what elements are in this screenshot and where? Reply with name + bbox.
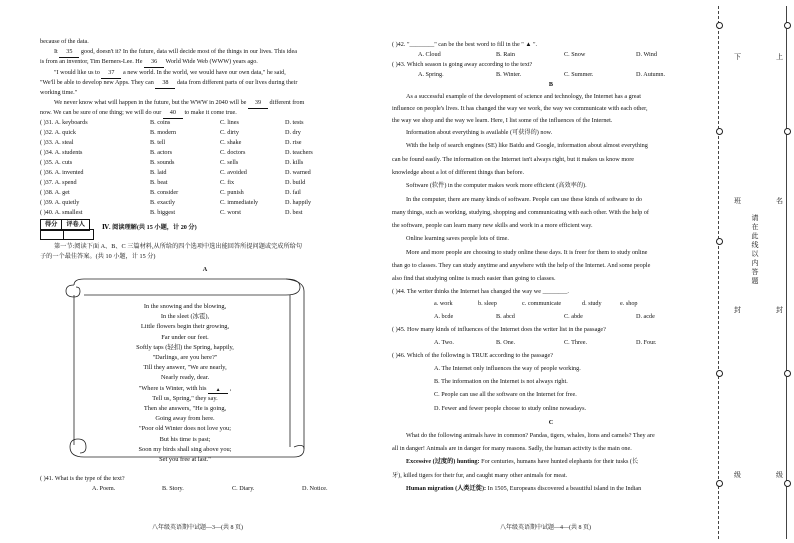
q46-option[interactable]: D. Fewer and fewer people choose to study online nowadays.: [434, 405, 587, 412]
passage-line: knowledge about a lot of different things than before.: [392, 169, 525, 176]
right-page: [392, 0, 710, 543]
passage-c-label: C: [548, 419, 554, 426]
poem-line: Then she answers, "He is going,: [143, 405, 227, 413]
passage-line: Human migration (人类迁徙): In 1505, Europeans discovered a beautiful island in the Indian: [406, 485, 642, 492]
poem-text: [60, 302, 310, 465]
passage-line: "I would like us to 37 a new world. In the world, we would have our own data," he said,: [40, 68, 370, 79]
poem-line: In the snowing and the blowing,: [143, 303, 227, 310]
poem-line: "Poor old Winter does not love you;: [138, 425, 232, 433]
passage-line: It 35 good, doesn't it? In the future, data will decide most of the things in our lives. This idea: [40, 47, 370, 58]
passage-line: More and more people are choosing to study online these days. It is freer for them to study online: [406, 249, 648, 256]
option[interactable]: D. acde: [636, 313, 655, 320]
margin-mark: 封: [776, 306, 783, 314]
poem-line: Soon my birds shall sing above you;: [138, 445, 232, 453]
blank-37[interactable]: 37: [101, 68, 121, 79]
blank-39[interactable]: 39: [248, 98, 268, 109]
poem-line: In the sleet (冰雹),: [160, 313, 210, 321]
poem-line: Set you free at last.": [159, 456, 211, 464]
q46-option[interactable]: B. The information on the Internet is not always right.: [434, 378, 568, 385]
poem-line: Nearly ready, dear.: [160, 374, 210, 382]
score-label: 得分: [41, 220, 62, 230]
poem-line: "Darlings, are you here?": [152, 354, 218, 362]
passage-line: "We'll be able to develop new Apps. They can 38 data from different parts of our lives during their: [40, 78, 370, 89]
poem-blank[interactable]: ▲: [208, 385, 228, 394]
passage-line: Information about everything is available (可获得的) now.: [406, 129, 553, 136]
poem-line: Far under our feet.: [161, 333, 209, 341]
binding-hole: [716, 370, 723, 377]
page-footer: 八年级英语期中试题—4—(共 8 页): [500, 525, 591, 531]
binding-hole: [716, 480, 723, 487]
option[interactable]: C. Summer.: [564, 71, 594, 78]
passage-line: With the help of search engines (SE) like Baidu and Google, information about almost everything: [406, 142, 648, 149]
margin-mark: 封: [734, 306, 741, 314]
question-43[interactable]: ( )43. Which season is going away according to the text?: [392, 61, 533, 68]
margin-char: 上: [776, 53, 783, 61]
word-choice: a. work: [434, 300, 453, 307]
passage-line: Online learning saves people lots of time.: [406, 235, 509, 242]
option[interactable]: A. Poem.: [92, 485, 116, 492]
word-choice: c. communicate: [522, 300, 562, 307]
section-title: Ⅳ. 阅读理解(共 15 小题，计 20 分): [102, 224, 197, 231]
margin-mark: 名: [776, 197, 783, 205]
option[interactable]: B. One.: [496, 339, 516, 346]
passage-line: all in danger! Animals are in danger for many reasons. Sadly, the human activity is the main one.: [392, 445, 632, 452]
question-44[interactable]: ( )44. The writer thinks the Internet has changed the way we ________.: [392, 288, 569, 295]
passage-line: Software (软件) in the computer makes work more efficient (高效率的).: [406, 182, 587, 189]
passage-line: the way we shop and the way we learn. Here, I list some of the influences of the Internet.: [392, 117, 613, 124]
option[interactable]: B. Rain: [496, 51, 515, 58]
option[interactable]: A. bcde: [434, 313, 454, 320]
page-footer: 八年级英语期中试题—3—(共 8 页): [152, 525, 243, 531]
option[interactable]: B. Winter.: [496, 71, 522, 78]
word-choice: b. sleep: [478, 300, 497, 307]
option[interactable]: A. Spring.: [418, 71, 444, 78]
option[interactable]: B. abcd: [496, 313, 515, 320]
grader-label: 评卷人: [66, 221, 85, 228]
question-45[interactable]: ( )45. How many kinds of influences of the Internet does the writer list in the passage?: [392, 326, 606, 333]
word-choice: d. study: [582, 300, 602, 307]
answer-boundary-note: 请在此线以内答题: [751, 214, 759, 286]
passage-line: 牙), killed tigers for their fur, and caught many other animals for meat.: [392, 472, 568, 479]
passage-line: working time.": [40, 89, 78, 96]
margin-mark: 班: [734, 197, 741, 205]
passage-line: can be found easily. The information on the Internet isn't always right, but it makes us know more: [392, 156, 635, 163]
q46-option[interactable]: C. People can use all the software on the Internet for free.: [434, 391, 577, 398]
section-intro: 第一节:阅读下面 A、B、C 三篇材料,从所给的四个选项中选出能回答所提问题或完成所给句: [54, 243, 303, 250]
poem-line: Tell us, Spring," they say.: [152, 394, 218, 402]
blank-38[interactable]: 38: [155, 78, 175, 89]
option[interactable]: A. Two.: [434, 339, 454, 346]
question-46[interactable]: ( )46. Which of the following is TRUE according to the passage?: [392, 352, 553, 359]
passage-line: the software, people can learn many new skills and work in a more efficient way.: [392, 222, 593, 229]
binding-strip: [712, 0, 794, 543]
poem-line: Going away from here.: [155, 415, 215, 423]
option[interactable]: C. abde: [564, 313, 583, 320]
blank-36[interactable]: 36: [144, 57, 164, 68]
passage-line: Excessive (过度的) hunting: For centuries, humans have hunted elephants for their tusks (长: [406, 458, 639, 465]
option[interactable]: D. Wind: [636, 51, 657, 58]
section-intro: 子的一个最佳答案。(共 10 小题，计 15 分): [40, 253, 156, 260]
margin-char: 下: [734, 53, 741, 61]
option[interactable]: B. Story.: [162, 485, 184, 492]
margin-mark: 级: [776, 471, 783, 479]
option[interactable]: D. Autumn.: [636, 71, 666, 78]
left-page: because of the data. It 35 good, doesn't it? In the future, data will decide most of the things in our lives. This idea is from an inventor, Tim Berners-Lee. He 36 World Wide Web (WWW) years ago. "I would like us to 37 a new world. In the world, we would have our own data," he said, "We'll be able to develop new Apps. They can 38 data from different parts of our lives during their working time." We never know what will happen in the future, but the WWW in 2040 will be 39 different from now. We can be sure of one thing; we will do our 40 to make it come true. ( )31. A. keyboards B. coins C. lines D. tests ( )32. A. quick B. modern C. dirty D. dry ( )33. A. steal B. tell C. shake D. rise ( )34. A. students B. actors C. doctors D. teachers ( )35. A. cuts B. sounds C. sells D. kills ( )36. A. invented B. laid C. avoided D. warned ( )37. A. spend B. beat C. fix D. build ( )38. A. get B. consider C. punish D. fail ( )39. A. quietly B. exactly C. immediately D. happily ( )40. A. smallest B. biggest C. worst D. best 得分 评卷人 Ⅳ. 阅读理解(共 15 小题，计 20 分) 第一节:阅读下面 A、B、C 三篇材料,从所给的四个选项中选出能回答所提问题或完成所给句 子的一个最佳答案。(共 10 小题，计 15 分) A In the snowing and the blowing, In the sleet (冰雹), Little flowers begin their growing, Far under our feet. Softly taps (轻扣) the Spring, happily, "Darlings, are you here?" Till they answer, "We are nearly, Nearly ready, dear. "Where is Winter, with his ▲ , Tell us, Spring," they say. Then she answers, "He is going, Going away from here. "Poor old Winter does not love you; But his time is past; Soon my birds shall sing above you; Set you free at last." ( )41. What is the type of the text? A. Poem. B. Story. C. Diary. D. Notice. 八年级英语期中试题—3—(共 8 页): [40, 0, 370, 543]
q46-option[interactable]: A. The Internet only influences the way of people working.: [434, 365, 581, 372]
option[interactable]: D. Notice.: [302, 485, 328, 492]
option[interactable]: C. Diary.: [232, 485, 255, 492]
seal-line: [786, 6, 787, 539]
passage-line: is from an inventor, Tim Berners-Lee. He 36 World Wide Web (WWW) years ago.: [40, 57, 370, 68]
poem-line: Till they answer, "We are nearly,: [143, 364, 227, 372]
margin-mark: 级: [734, 471, 741, 479]
passage-a-label: A: [202, 266, 208, 273]
passage-line: As a successful example of the development of science and technology, the Internet has a great: [406, 93, 641, 100]
passage-line: What do the following animals have in common? Pandas, tigers, whales, lions and camels? They are: [406, 432, 655, 439]
binding-hole: [784, 370, 791, 377]
option[interactable]: C. Three.: [564, 339, 588, 346]
poem-scroll: [60, 277, 310, 464]
binding-hole: [784, 480, 791, 487]
passage-line: because of the data.: [40, 38, 89, 45]
fold-line: [718, 6, 719, 539]
passage-line: many things, such as working, studying, shopping and communicating with each other. With the help of: [392, 209, 649, 216]
binding-hole: [716, 238, 723, 245]
passage-line: than go to classes. They can study anytime and anywhere with the help of the Internet. And some people: [392, 262, 651, 269]
binding-hole: [716, 128, 723, 135]
passage-line: also find that studying online is much easier than going to classes.: [392, 275, 556, 282]
poem-line: But his time is past;: [159, 435, 211, 443]
poem-line: "Where is Winter, with his ▲ ,: [138, 384, 232, 393]
question-42[interactable]: ( )42. "________" can be the best word to fill in the " ▲ ".: [392, 41, 538, 48]
passage-line: We never know what will happen in the future, but the WWW in 2040 will be 39 different from: [40, 98, 370, 109]
option[interactable]: C. Snow: [564, 51, 586, 58]
passage-b-label: B: [548, 81, 554, 88]
option[interactable]: D. Four.: [636, 339, 657, 346]
binding-hole: [784, 128, 791, 135]
blank-40[interactable]: 40: [163, 108, 183, 119]
poem-line: Softly taps (轻扣) the Spring, happily,: [136, 343, 234, 351]
passage-line: In the computer, there are many kinds of software. People can use these kinds of software to do: [406, 196, 643, 203]
poem-line: Little flowers begin their growing,: [140, 323, 230, 331]
binding-hole: [716, 22, 723, 29]
word-choice: e. shop: [620, 300, 638, 307]
passage-line: now. We can be sure of one thing; we will do our 40 to make it come true.: [40, 108, 370, 119]
passage-line: influence on people's lives. It has changed the way we work, the way we communicate with each other,: [392, 105, 648, 112]
question-41[interactable]: ( )41. What is the type of the text?: [40, 475, 125, 482]
option[interactable]: A. Cloud: [418, 51, 441, 58]
score-fill-box[interactable]: [40, 229, 94, 240]
binding-hole: [784, 22, 791, 29]
blank-35[interactable]: 35: [59, 47, 79, 58]
